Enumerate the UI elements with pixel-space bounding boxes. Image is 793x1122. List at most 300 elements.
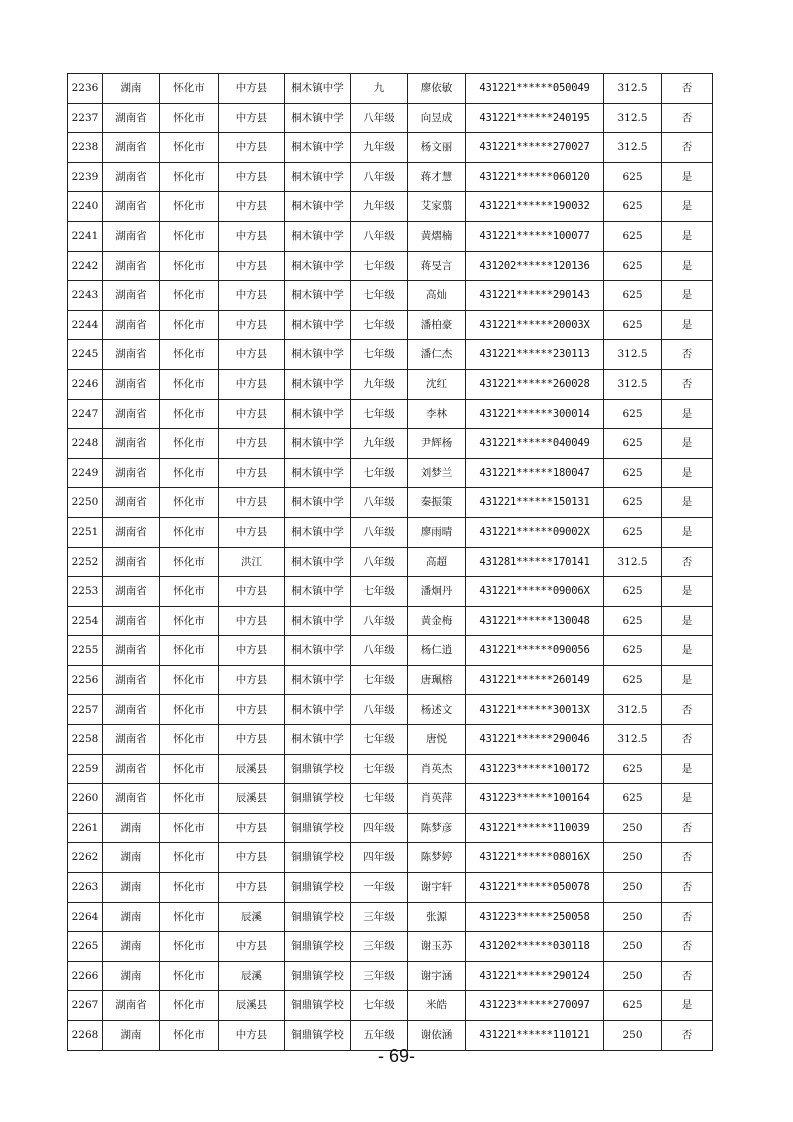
- grade-cell: 八年级: [351, 636, 408, 666]
- grade-cell: 七年级: [351, 281, 408, 311]
- grade-cell: 五年级: [351, 1021, 408, 1051]
- record-number-cell: 2249: [68, 458, 103, 488]
- record-number-cell: 2238: [68, 133, 103, 163]
- student-name-cell: 刘梦兰: [408, 458, 466, 488]
- student-name-cell: 潘柏豪: [408, 310, 466, 340]
- student-name-cell: 陈梦婷: [408, 843, 466, 873]
- school-cell: 铜鼎镇学校: [285, 843, 351, 873]
- grade-cell: 九年级: [351, 133, 408, 163]
- amount-cell: 312.5: [604, 103, 662, 133]
- record-number-cell: 2265: [68, 932, 103, 962]
- flag-cell: 是: [662, 636, 713, 666]
- grade-cell: 三年级: [351, 902, 408, 932]
- province-cell: 湖南: [103, 873, 160, 903]
- county-cell: 中方县: [219, 873, 285, 903]
- grade-cell: 八年级: [351, 517, 408, 547]
- student-name-cell: 唐悦: [408, 725, 466, 755]
- amount-cell: 312.5: [604, 133, 662, 163]
- county-cell: 中方县: [219, 1021, 285, 1051]
- school-cell: 桐木镇中学: [285, 162, 351, 192]
- flag-cell: 否: [662, 133, 713, 163]
- school-cell: 桐木镇中学: [285, 340, 351, 370]
- record-number-cell: 2246: [68, 369, 103, 399]
- id-number-cell: 431221******130048: [466, 606, 604, 636]
- amount-cell: 625: [604, 310, 662, 340]
- province-cell: 湖南省: [103, 399, 160, 429]
- amount-cell: 250: [604, 873, 662, 903]
- county-cell: 中方县: [219, 843, 285, 873]
- table-row: [68, 873, 713, 903]
- student-name-cell: 黄熠楠: [408, 221, 466, 251]
- record-number-cell: 2242: [68, 251, 103, 281]
- amount-cell: 625: [604, 991, 662, 1021]
- id-number-cell: 431221******110039: [466, 813, 604, 843]
- grade-cell: 三年级: [351, 961, 408, 991]
- amount-cell: 625: [604, 636, 662, 666]
- record-number-cell: 2241: [68, 221, 103, 251]
- record-number-cell: 2253: [68, 577, 103, 607]
- amount-cell: 625: [604, 784, 662, 814]
- table-row: [68, 695, 713, 725]
- county-cell: 中方县: [219, 813, 285, 843]
- id-number-cell: 431221******050078: [466, 873, 604, 903]
- province-cell: 湖南省: [103, 369, 160, 399]
- flag-cell: 否: [662, 1021, 713, 1051]
- id-number-cell: 431202******120136: [466, 251, 604, 281]
- student-name-cell: 高灿: [408, 281, 466, 311]
- province-cell: 湖南省: [103, 517, 160, 547]
- flag-cell: 是: [662, 458, 713, 488]
- student-name-cell: 艾家翦: [408, 192, 466, 222]
- city-cell: 怀化市: [160, 251, 219, 281]
- table-row: [68, 932, 713, 962]
- id-number-cell: 431221******090056: [466, 636, 604, 666]
- city-cell: 怀化市: [160, 221, 219, 251]
- county-cell: 中方县: [219, 725, 285, 755]
- record-number-cell: 2260: [68, 784, 103, 814]
- amount-cell: 625: [604, 488, 662, 518]
- county-cell: 中方县: [219, 133, 285, 163]
- id-number-cell: 431221******050049: [466, 74, 604, 104]
- province-cell: 湖南省: [103, 665, 160, 695]
- city-cell: 怀化市: [160, 932, 219, 962]
- county-cell: 中方县: [219, 192, 285, 222]
- record-number-cell: 2256: [68, 665, 103, 695]
- county-cell: 中方县: [219, 458, 285, 488]
- grade-cell: 四年级: [351, 843, 408, 873]
- county-cell: 洪江: [219, 547, 285, 577]
- record-number-cell: 2258: [68, 725, 103, 755]
- city-cell: 怀化市: [160, 192, 219, 222]
- flag-cell: 是: [662, 399, 713, 429]
- city-cell: 怀化市: [160, 517, 219, 547]
- school-cell: 铜鼎镇学校: [285, 754, 351, 784]
- id-number-cell: 431221******20003X: [466, 310, 604, 340]
- amount-cell: 625: [604, 162, 662, 192]
- page-number: - 69-: [377, 1046, 415, 1066]
- flag-cell: 是: [662, 429, 713, 459]
- record-number-cell: 2261: [68, 813, 103, 843]
- province-cell: 湖南省: [103, 991, 160, 1021]
- record-number-cell: 2236: [68, 74, 103, 104]
- records-table: [67, 73, 713, 1051]
- id-number-cell: 431221******230113: [466, 340, 604, 370]
- id-number-cell: 431223******100164: [466, 784, 604, 814]
- school-cell: 桐木镇中学: [285, 488, 351, 518]
- grade-cell: 七年级: [351, 754, 408, 784]
- record-number-cell: 2240: [68, 192, 103, 222]
- flag-cell: 是: [662, 754, 713, 784]
- county-cell: 中方县: [219, 932, 285, 962]
- student-name-cell: 肖英萍: [408, 784, 466, 814]
- school-cell: 桐木镇中学: [285, 606, 351, 636]
- province-cell: 湖南省: [103, 488, 160, 518]
- student-name-cell: 肖英杰: [408, 754, 466, 784]
- grade-cell: 一年级: [351, 873, 408, 903]
- county-cell: 辰溪县: [219, 754, 285, 784]
- city-cell: 怀化市: [160, 813, 219, 843]
- table-row: [68, 251, 713, 281]
- city-cell: 怀化市: [160, 784, 219, 814]
- county-cell: 辰溪县: [219, 991, 285, 1021]
- record-number-cell: 2267: [68, 991, 103, 1021]
- county-cell: 中方县: [219, 488, 285, 518]
- record-number-cell: 2251: [68, 517, 103, 547]
- flag-cell: 是: [662, 221, 713, 251]
- table-row: [68, 429, 713, 459]
- school-cell: 桐木镇中学: [285, 74, 351, 104]
- school-cell: 桐木镇中学: [285, 577, 351, 607]
- school-cell: 桐木镇中学: [285, 399, 351, 429]
- table-row: [68, 281, 713, 311]
- amount-cell: 625: [604, 606, 662, 636]
- flag-cell: 否: [662, 961, 713, 991]
- student-name-cell: 杨仁逍: [408, 636, 466, 666]
- city-cell: 怀化市: [160, 488, 219, 518]
- id-number-cell: 431221******260028: [466, 369, 604, 399]
- amount-cell: 625: [604, 281, 662, 311]
- record-number-cell: 2255: [68, 636, 103, 666]
- city-cell: 怀化市: [160, 369, 219, 399]
- amount-cell: 250: [604, 902, 662, 932]
- school-cell: 桐木镇中学: [285, 725, 351, 755]
- province-cell: 湖南: [103, 1021, 160, 1051]
- school-cell: 桐木镇中学: [285, 429, 351, 459]
- flag-cell: 是: [662, 606, 713, 636]
- student-name-cell: 杨文丽: [408, 133, 466, 163]
- school-cell: 铜鼎镇学校: [285, 784, 351, 814]
- record-number-cell: 2264: [68, 902, 103, 932]
- province-cell: 湖南: [103, 932, 160, 962]
- table-row: [68, 103, 713, 133]
- county-cell: 中方县: [219, 665, 285, 695]
- county-cell: 中方县: [219, 162, 285, 192]
- student-name-cell: 谢依涵: [408, 1021, 466, 1051]
- province-cell: 湖南: [103, 902, 160, 932]
- amount-cell: 625: [604, 517, 662, 547]
- province-cell: 湖南省: [103, 162, 160, 192]
- record-number-cell: 2252: [68, 547, 103, 577]
- flag-cell: 是: [662, 784, 713, 814]
- flag-cell: 是: [662, 162, 713, 192]
- table-row: [68, 162, 713, 192]
- student-name-cell: 蒋旻言: [408, 251, 466, 281]
- county-cell: 中方县: [219, 369, 285, 399]
- record-number-cell: 2239: [68, 162, 103, 192]
- city-cell: 怀化市: [160, 754, 219, 784]
- table-row: [68, 902, 713, 932]
- grade-cell: 七年级: [351, 665, 408, 695]
- record-number-cell: 2263: [68, 873, 103, 903]
- table-row: [68, 961, 713, 991]
- province-cell: 湖南省: [103, 251, 160, 281]
- city-cell: 怀化市: [160, 547, 219, 577]
- province-cell: 湖南省: [103, 754, 160, 784]
- province-cell: 湖南省: [103, 784, 160, 814]
- record-number-cell: 2248: [68, 429, 103, 459]
- province-cell: 湖南省: [103, 458, 160, 488]
- id-number-cell: 431221******100077: [466, 221, 604, 251]
- school-cell: 桐木镇中学: [285, 192, 351, 222]
- city-cell: 怀化市: [160, 399, 219, 429]
- flag-cell: 否: [662, 902, 713, 932]
- school-cell: 桐木镇中学: [285, 251, 351, 281]
- id-number-cell: 431223******270097: [466, 991, 604, 1021]
- flag-cell: 是: [662, 488, 713, 518]
- table-row: [68, 665, 713, 695]
- amount-cell: 625: [604, 458, 662, 488]
- student-name-cell: 高超: [408, 547, 466, 577]
- city-cell: 怀化市: [160, 133, 219, 163]
- id-number-cell: 431221******110121: [466, 1021, 604, 1051]
- flag-cell: 否: [662, 74, 713, 104]
- grade-cell: 七年级: [351, 251, 408, 281]
- county-cell: 中方县: [219, 517, 285, 547]
- flag-cell: 否: [662, 695, 713, 725]
- school-cell: 桐木镇中学: [285, 369, 351, 399]
- grade-cell: 八年级: [351, 221, 408, 251]
- county-cell: 辰溪: [219, 902, 285, 932]
- table-row: [68, 547, 713, 577]
- id-number-cell: 431221******260149: [466, 665, 604, 695]
- province-cell: 湖南: [103, 813, 160, 843]
- province-cell: 湖南省: [103, 221, 160, 251]
- record-number-cell: 2244: [68, 310, 103, 340]
- city-cell: 怀化市: [160, 991, 219, 1021]
- amount-cell: 312.5: [604, 547, 662, 577]
- school-cell: 铜鼎镇学校: [285, 1021, 351, 1051]
- grade-cell: 九年级: [351, 192, 408, 222]
- grade-cell: 八年级: [351, 162, 408, 192]
- county-cell: 中方县: [219, 577, 285, 607]
- city-cell: 怀化市: [160, 606, 219, 636]
- id-number-cell: 431221******290143: [466, 281, 604, 311]
- table-row: [68, 369, 713, 399]
- table-row: [68, 340, 713, 370]
- grade-cell: 七年级: [351, 310, 408, 340]
- flag-cell: 是: [662, 517, 713, 547]
- student-name-cell: 沈红: [408, 369, 466, 399]
- school-cell: 桐木镇中学: [285, 458, 351, 488]
- amount-cell: 250: [604, 1021, 662, 1051]
- record-number-cell: 2250: [68, 488, 103, 518]
- province-cell: 湖南省: [103, 192, 160, 222]
- city-cell: 怀化市: [160, 340, 219, 370]
- county-cell: 中方县: [219, 399, 285, 429]
- flag-cell: 是: [662, 281, 713, 311]
- student-name-cell: 廖雨晴: [408, 517, 466, 547]
- grade-cell: 七年级: [351, 725, 408, 755]
- table-row: [68, 310, 713, 340]
- amount-cell: 312.5: [604, 340, 662, 370]
- table-row: [68, 133, 713, 163]
- school-cell: 桐木镇中学: [285, 547, 351, 577]
- amount-cell: 312.5: [604, 695, 662, 725]
- record-number-cell: 2243: [68, 281, 103, 311]
- school-cell: 铜鼎镇学校: [285, 932, 351, 962]
- city-cell: 怀化市: [160, 162, 219, 192]
- student-name-cell: 尹辉杨: [408, 429, 466, 459]
- grade-cell: 七年级: [351, 399, 408, 429]
- table-row: [68, 399, 713, 429]
- table-row: [68, 843, 713, 873]
- province-cell: 湖南省: [103, 133, 160, 163]
- table-row: [68, 577, 713, 607]
- amount-cell: 312.5: [604, 369, 662, 399]
- school-cell: 桐木镇中学: [285, 281, 351, 311]
- amount-cell: 625: [604, 399, 662, 429]
- school-cell: 铜鼎镇学校: [285, 902, 351, 932]
- record-number-cell: 2259: [68, 754, 103, 784]
- table-row: [68, 606, 713, 636]
- county-cell: 中方县: [219, 74, 285, 104]
- amount-cell: 250: [604, 932, 662, 962]
- flag-cell: 是: [662, 192, 713, 222]
- table-row: [68, 74, 713, 104]
- record-number-cell: 2262: [68, 843, 103, 873]
- student-name-cell: 向昱成: [408, 103, 466, 133]
- province-cell: 湖南省: [103, 281, 160, 311]
- student-name-cell: 陈梦彦: [408, 813, 466, 843]
- province-cell: 湖南: [103, 961, 160, 991]
- student-name-cell: 李林: [408, 399, 466, 429]
- record-number-cell: 2237: [68, 103, 103, 133]
- table-row: [68, 192, 713, 222]
- grade-cell: 七年级: [351, 458, 408, 488]
- table-row: [68, 517, 713, 547]
- record-number-cell: 2245: [68, 340, 103, 370]
- province-cell: 湖南省: [103, 636, 160, 666]
- province-cell: 湖南省: [103, 429, 160, 459]
- school-cell: 桐木镇中学: [285, 517, 351, 547]
- province-cell: 湖南省: [103, 577, 160, 607]
- flag-cell: 否: [662, 843, 713, 873]
- school-cell: 桐木镇中学: [285, 221, 351, 251]
- city-cell: 怀化市: [160, 873, 219, 903]
- flag-cell: 是: [662, 310, 713, 340]
- school-cell: 铜鼎镇学校: [285, 873, 351, 903]
- province-cell: 湖南省: [103, 340, 160, 370]
- city-cell: 怀化市: [160, 458, 219, 488]
- city-cell: 怀化市: [160, 1021, 219, 1051]
- flag-cell: 否: [662, 547, 713, 577]
- city-cell: 怀化市: [160, 843, 219, 873]
- flag-cell: 是: [662, 251, 713, 281]
- id-number-cell: 431221******040049: [466, 429, 604, 459]
- amount-cell: 312.5: [604, 725, 662, 755]
- student-name-cell: 潘仁杰: [408, 340, 466, 370]
- student-name-cell: 唐珮榕: [408, 665, 466, 695]
- grade-cell: 七年级: [351, 784, 408, 814]
- school-cell: 桐木镇中学: [285, 310, 351, 340]
- record-number-cell: 2254: [68, 606, 103, 636]
- city-cell: 怀化市: [160, 310, 219, 340]
- amount-cell: 250: [604, 843, 662, 873]
- id-number-cell: 431223******100172: [466, 754, 604, 784]
- province-cell: 湖南省: [103, 103, 160, 133]
- school-cell: 铜鼎镇学校: [285, 961, 351, 991]
- flag-cell: 否: [662, 725, 713, 755]
- record-number-cell: 2266: [68, 961, 103, 991]
- province-cell: 湖南: [103, 74, 160, 104]
- grade-cell: 三年级: [351, 932, 408, 962]
- grade-cell: 九年级: [351, 429, 408, 459]
- id-number-cell: 431221******270027: [466, 133, 604, 163]
- flag-cell: 是: [662, 665, 713, 695]
- grade-cell: 七年级: [351, 991, 408, 1021]
- school-cell: 桐木镇中学: [285, 103, 351, 133]
- flag-cell: 否: [662, 932, 713, 962]
- city-cell: 怀化市: [160, 429, 219, 459]
- id-number-cell: 431221******290046: [466, 725, 604, 755]
- county-cell: 中方县: [219, 251, 285, 281]
- city-cell: 怀化市: [160, 961, 219, 991]
- city-cell: 怀化市: [160, 665, 219, 695]
- school-cell: 桐木镇中学: [285, 133, 351, 163]
- flag-cell: 否: [662, 813, 713, 843]
- table-row: [68, 784, 713, 814]
- amount-cell: 625: [604, 221, 662, 251]
- student-name-cell: 谢玉苏: [408, 932, 466, 962]
- grade-cell: 七年级: [351, 340, 408, 370]
- city-cell: 怀化市: [160, 902, 219, 932]
- amount-cell: 625: [604, 754, 662, 784]
- table-row: [68, 991, 713, 1021]
- student-name-cell: 秦振策: [408, 488, 466, 518]
- id-number-cell: 431221******060120: [466, 162, 604, 192]
- school-cell: 铜鼎镇学校: [285, 813, 351, 843]
- table-row: [68, 813, 713, 843]
- county-cell: 中方县: [219, 221, 285, 251]
- county-cell: 中方县: [219, 310, 285, 340]
- grade-cell: 七年级: [351, 577, 408, 607]
- id-number-cell: 431221******190032: [466, 192, 604, 222]
- table-row: [68, 754, 713, 784]
- flag-cell: 否: [662, 369, 713, 399]
- id-number-cell: 431221******30013X: [466, 695, 604, 725]
- county-cell: 中方县: [219, 103, 285, 133]
- table-row: [68, 725, 713, 755]
- student-name-cell: 米皓: [408, 991, 466, 1021]
- city-cell: 怀化市: [160, 103, 219, 133]
- province-cell: 湖南省: [103, 695, 160, 725]
- table-row: [68, 488, 713, 518]
- student-name-cell: 张源: [408, 902, 466, 932]
- record-number-cell: 2268: [68, 1021, 103, 1051]
- province-cell: 湖南省: [103, 606, 160, 636]
- table-row: [68, 636, 713, 666]
- student-name-cell: 谢宇轩: [408, 873, 466, 903]
